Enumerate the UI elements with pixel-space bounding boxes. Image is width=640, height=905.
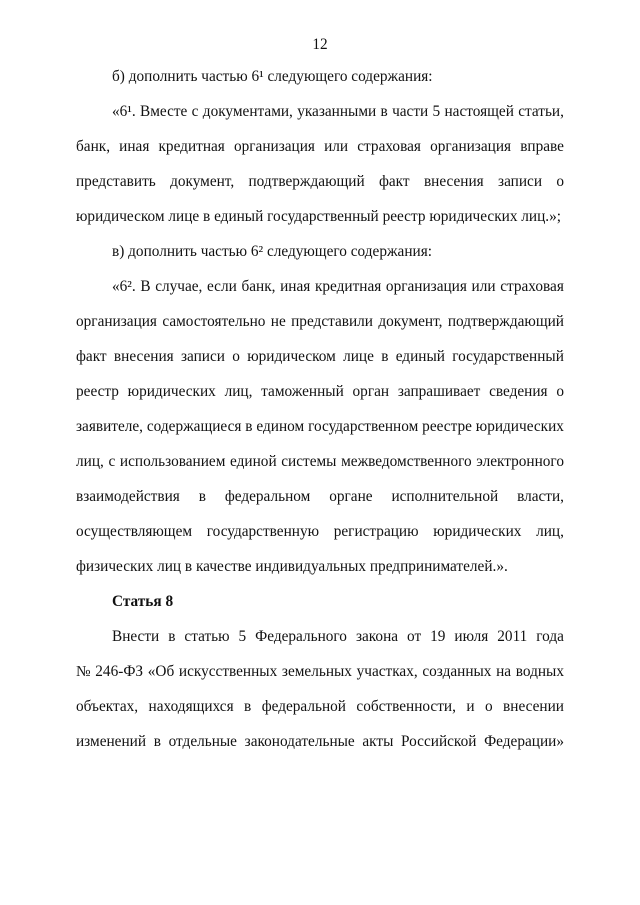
word: едином	[256, 418, 305, 435]
word: организация	[233, 138, 315, 155]
text-line: б) дополнить частью 6¹ следующего содержания:	[112, 68, 433, 85]
word: В	[140, 278, 151, 295]
word: акты	[362, 733, 394, 750]
word: государственном	[308, 418, 419, 435]
word: единый	[395, 348, 445, 365]
word: юридических	[475, 418, 564, 435]
word: в	[381, 348, 389, 365]
word: июля	[454, 628, 489, 645]
text-line	[76, 619, 564, 654]
word: 5	[432, 103, 441, 120]
word: сведения	[489, 383, 548, 400]
word: отдельные	[168, 733, 237, 750]
text-line	[76, 654, 564, 689]
word: орган	[352, 383, 390, 400]
word: если	[207, 278, 237, 295]
word: подтверждающий	[248, 173, 365, 190]
word: закона	[355, 628, 399, 645]
word: «Об	[147, 663, 175, 680]
word: органе	[329, 488, 373, 505]
word: Вместе	[140, 103, 188, 120]
word: объектах,	[76, 698, 139, 715]
word: водных	[515, 663, 564, 680]
word: о	[556, 383, 564, 400]
word: реестр	[76, 383, 119, 400]
word: собственности,	[356, 698, 456, 715]
word: содержащиеся	[146, 418, 242, 435]
word: факт	[378, 173, 410, 190]
text-line	[76, 409, 564, 444]
word: запрашивает	[397, 383, 481, 400]
word: представили	[291, 313, 373, 330]
word: о	[556, 173, 564, 190]
word: Федерального	[255, 628, 347, 645]
word: не	[270, 313, 286, 330]
word: случае,	[155, 278, 203, 295]
word: части	[392, 103, 429, 120]
word: статью	[184, 628, 230, 645]
text-line	[76, 269, 564, 304]
word: банк,	[241, 278, 276, 295]
word: или	[471, 278, 496, 295]
word: 5	[238, 628, 247, 645]
word: лиц,	[224, 383, 253, 400]
word: таможенный	[261, 383, 344, 400]
text-line	[76, 304, 564, 339]
word: юридических	[127, 383, 216, 400]
word: участках,	[356, 663, 418, 680]
word: в	[198, 488, 206, 505]
word: Федерации»	[484, 733, 564, 750]
word: документами,	[202, 103, 293, 120]
word: в	[245, 418, 253, 435]
word: созданных	[422, 663, 492, 680]
word: кредитная	[158, 138, 225, 155]
word: статьи,	[518, 103, 564, 120]
word: факт	[76, 348, 107, 365]
word: системы	[281, 453, 337, 470]
word: 19	[430, 628, 446, 645]
word: Российской	[401, 733, 477, 750]
word: настоящей	[444, 103, 514, 120]
word: власти,	[517, 488, 564, 505]
word: организация	[385, 278, 467, 295]
text-line: физических лиц в качестве индивидуальных предпринимателей.».	[76, 558, 508, 575]
text-line	[76, 514, 564, 549]
word: с	[108, 453, 116, 470]
text-line	[76, 724, 564, 759]
word: лице	[343, 348, 374, 365]
word: заявителе,	[76, 418, 143, 435]
word: юридическом	[247, 348, 336, 365]
page-number: 12	[312, 36, 328, 53]
text-line	[76, 164, 564, 199]
word: электронного	[476, 453, 564, 470]
word: страховая	[357, 138, 421, 155]
word: земельных	[281, 663, 352, 680]
word: искусственных	[178, 663, 278, 680]
word: указанными	[297, 103, 377, 120]
word: лиц,	[536, 523, 564, 540]
word: юридических	[433, 523, 522, 540]
word: внесении	[503, 698, 564, 715]
text-line	[76, 689, 564, 724]
word: внесения	[423, 173, 484, 190]
word: на	[496, 663, 512, 680]
word: законодательные	[244, 733, 355, 750]
word: записи	[498, 173, 543, 190]
text-line	[76, 479, 564, 514]
text-line: юридическом лице в единый государственный реестр юридических лиц.»;	[76, 208, 562, 225]
word: в	[380, 103, 388, 120]
word: о	[232, 348, 240, 365]
word: взаимодействия	[76, 488, 180, 505]
word: изменений	[76, 733, 147, 750]
word: и	[466, 698, 475, 715]
word: представить	[76, 173, 156, 190]
text-line: в) дополнить частью 6² следующего содержания:	[112, 243, 432, 260]
word: 2011	[497, 628, 528, 645]
word: федеральной	[261, 698, 346, 715]
word: находящихся	[148, 698, 234, 715]
text-line	[76, 94, 564, 129]
word: государственную	[206, 523, 320, 540]
word: реестре	[422, 418, 472, 435]
word: о	[484, 698, 493, 715]
word: осуществляющем	[76, 523, 193, 540]
word: организация	[430, 138, 512, 155]
word: «6².	[112, 278, 136, 295]
word: страховая	[500, 278, 564, 295]
word: единой	[230, 453, 277, 470]
word: документ,	[378, 313, 443, 330]
word: №	[76, 663, 91, 680]
word: в	[168, 628, 176, 645]
word: самостоятельно	[162, 313, 266, 330]
article-heading: Статья 8	[112, 593, 174, 610]
word: федеральном	[224, 488, 311, 505]
word: иная	[119, 138, 150, 155]
word: внесения	[113, 348, 174, 365]
word: исполнительной	[391, 488, 499, 505]
text-line	[76, 129, 564, 164]
word: государственный	[452, 348, 564, 365]
word: банк,	[76, 138, 111, 155]
document-body	[76, 59, 564, 759]
word: или	[324, 138, 349, 155]
word: «6¹.	[112, 103, 136, 120]
word: с	[191, 103, 199, 120]
word: документ,	[170, 173, 235, 190]
word: регистрацию	[333, 523, 419, 540]
word: года	[536, 628, 564, 645]
word: межведомственного	[341, 453, 472, 470]
text-line	[76, 374, 564, 409]
word: кредитная	[314, 278, 382, 295]
word: вправе	[520, 138, 564, 155]
word: Внести	[112, 628, 160, 645]
word: лиц,	[76, 453, 104, 470]
word: в	[153, 733, 161, 750]
word: иная	[280, 278, 311, 295]
text-line	[76, 444, 564, 479]
word: в	[244, 698, 252, 715]
text-line	[76, 339, 564, 374]
word: от	[407, 628, 422, 645]
word: использованием	[119, 453, 226, 470]
word: подтверждающий	[447, 313, 564, 330]
word: организация	[76, 313, 157, 330]
word: записи	[180, 348, 225, 365]
word: 246-ФЗ	[95, 663, 144, 680]
